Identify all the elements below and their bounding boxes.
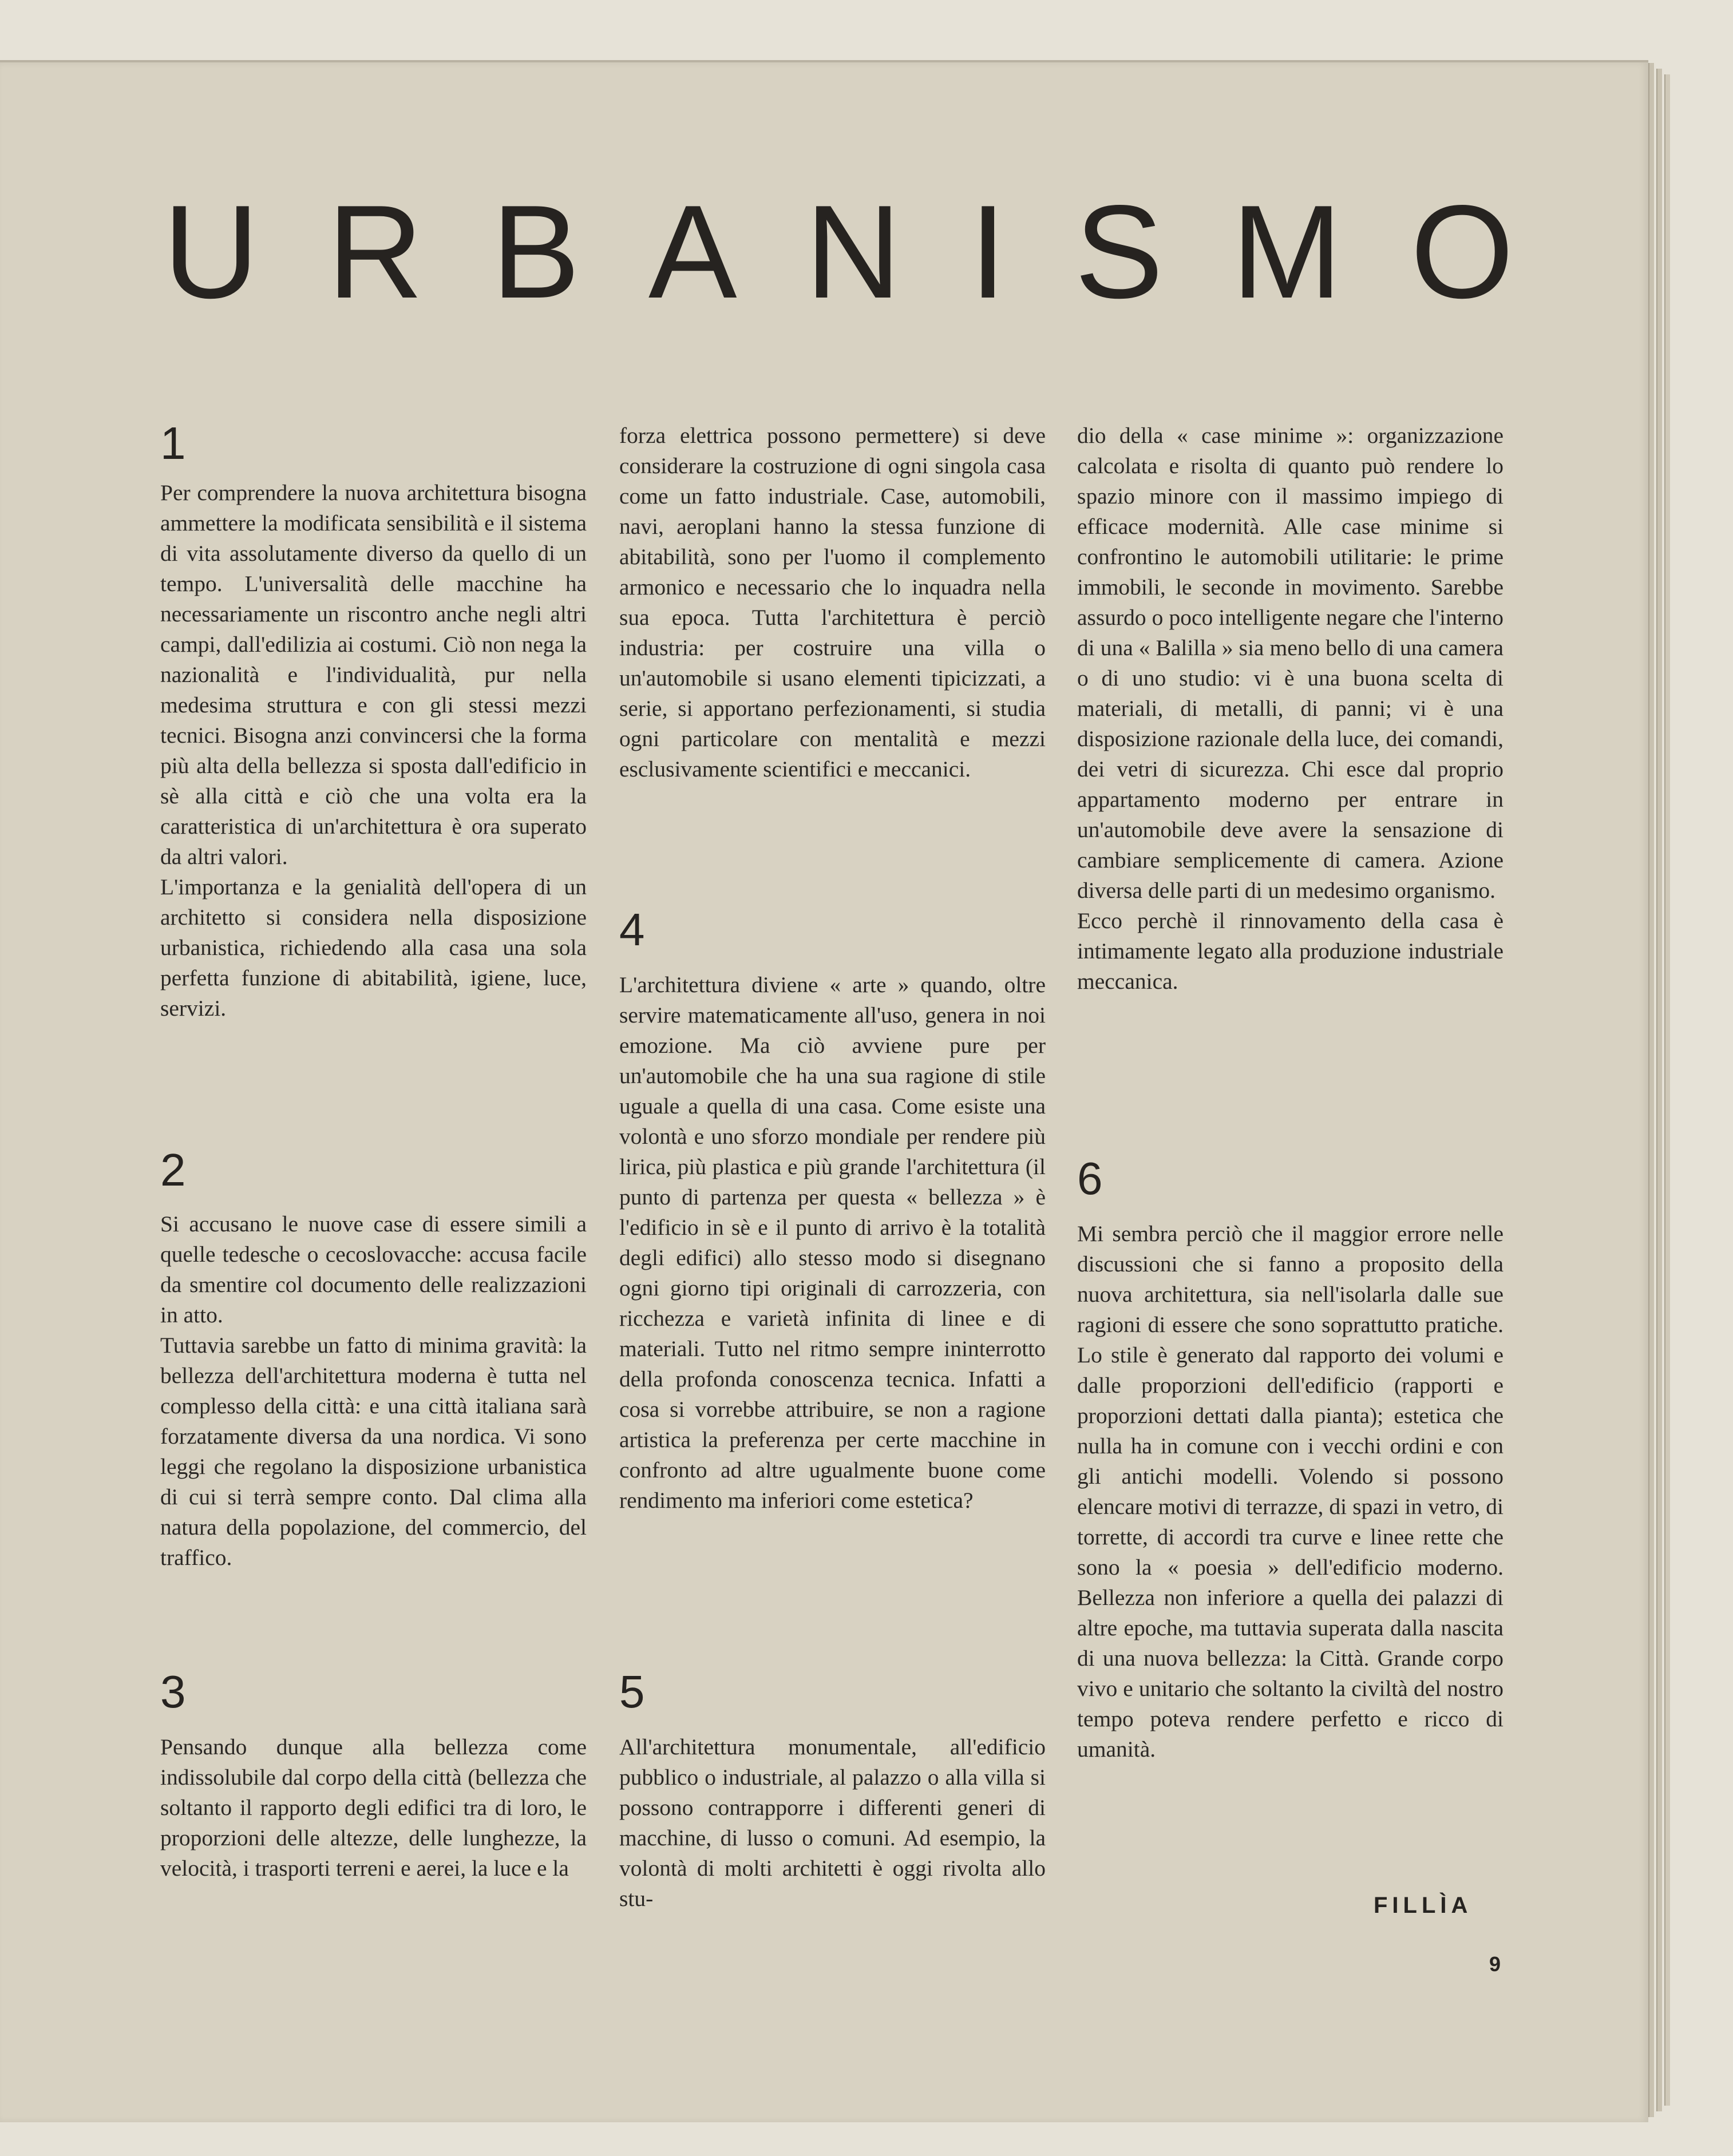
section-3-body bbox=[160, 1732, 587, 1884]
page-edge bbox=[1656, 69, 1662, 2111]
paragraph: dio della « case minime »: organizzazione calcolata e risolta di quanto può rendere lo spazio minore con il massimo impiego di efficace modernità. Alle case minime si confrontino le automobili utilitarie: le prime immobili, le seconde in movimento. Sarebbe assurdo o poco intelligente negare che l'interno di una « Balilla » sia meno bello di una camera o di uno studio: vi è una buona scelta di materiali, di metalli, di panni; vi è una disposizione razionale della luce, dei comandi, dei vetri di sicurezza. Chi esce dal proprio appartamento moderno per entrare in un'automobile deve avere la sensazione di cambiare semplicemente di camera. Azione diversa delle parti di un medesimo organismo. bbox=[1077, 423, 1503, 903]
title-letter: O bbox=[1410, 178, 1514, 326]
paragraph: Pensando dunque alla bellezza come indissolubile dal corpo della città (bellezza che soltanto il rapporto degli edifici tra di loro, le proporzioni delle altezze, delle lunghezze, la velocità, i trasporti terreni e aerei, la luce e la bbox=[160, 1734, 587, 1881]
paragraph: Ecco perchè il rinnovamento della casa è intimamente legato alla produzione industriale meccanica. bbox=[1077, 908, 1503, 994]
title-letter: U bbox=[163, 178, 259, 326]
section-3-continued bbox=[619, 421, 1046, 784]
section-number: 3 bbox=[160, 1666, 186, 1717]
title-letter: I bbox=[969, 178, 1007, 326]
author-signature: FILLÌA bbox=[1374, 1893, 1473, 1918]
section-number: 1 bbox=[160, 418, 186, 469]
paragraph: Si accusano le nuove case di essere simili a quelle tedesche o cecoslovacche: accusa facile da smentire col documento delle realizzazioni in atto. bbox=[160, 1211, 587, 1327]
title-letter: R bbox=[327, 178, 424, 326]
paragraph: Mi sembra perciò che il maggior errore nelle discussioni che si fanno a proposito della nuova architettura, sia nell'isolarla dalle sue ragioni di essere che sono soprattutto pratiche. Lo stile è generato dal rapporto dei volumi e dalle proporzioni dell'edificio (rapporti e proporzioni dettati dalla pianta); estetica che nulla ha in comune con i vecchi ordini e con gli antichi modelli. Volendo si possono elencare motivi di terrazze, di spazi in vetro, di torrette, di accordi tra curve e linee rette che sono la « poesia » dell'edificio moderno. Bellezza non inferiore a quella dei palazzi di altre epoche, ma tuttavia superata dalla nascita di una nuova bellezza: la Città. Grande corpo vivo e unitario che soltanto la civiltà del nostro tempo poteva rendere perfetto e ricco di umanità. bbox=[1077, 1221, 1503, 1762]
page-edge bbox=[1664, 74, 1670, 2106]
section-1-body bbox=[160, 478, 587, 1024]
title-letter: M bbox=[1231, 178, 1343, 326]
section-2-body bbox=[160, 1209, 587, 1573]
section-number: 2 bbox=[160, 1144, 186, 1195]
paragraph: All'architettura monumentale, all'edificio pubblico o industriale, al palazzo o alla villa si possono contrapporre i differenti generi di macchine, di lusso o comuni. Ad esempio, la volontà di molti architetti è oggi rivolta allo stu- bbox=[619, 1734, 1046, 1911]
page-title bbox=[163, 178, 1514, 326]
paragraph: Tuttavia sarebbe un fatto di minima gravità: la bellezza dell'architettura moderna è tutta nel complesso della città: e una città italiana sarà forzatamente diversa da una nordica. Vi sono leggi che regolano la disposizione urbanistica di cui si terrà sempre conto. Dal clima alla natura della popolazione, del commercio, del traffico. bbox=[160, 1333, 587, 1570]
section-6-body bbox=[1077, 1219, 1503, 1765]
paragraph: forza elettrica possono permettere) si deve considerare la costruzione di ogni singola casa come un fatto industriale. Case, automobili, navi, aeroplani hanno la stessa funzione di abitabilità, sono per l'uomo il complemento armonico e necessario che lo inquadra nella sua epoca. Tutta l'architettura è perciò industria: per costruire una villa o un'automobile si usano elementi tipicizzati, a serie, si apportano perfezionamenti, si studia ogni particolare con mentalità e mezzi esclusivamente scientifici e meccanici. bbox=[619, 423, 1046, 782]
section-4-body bbox=[619, 970, 1046, 1516]
page-number: 9 bbox=[1489, 1952, 1501, 1976]
section-number: 5 bbox=[619, 1666, 645, 1717]
paragraph: L'architettura diviene « arte » quando, oltre servire matematicamente all'uso, genera in noi emozione. Ma ciò avviene pure per un'automobile che ha una sua ragione di stile uguale a quella di una casa. Come esiste una volontà e uno sforzo mondiale per rendere più lirica, più plastica e più grande l'architettura (il punto di partenza per questa « bellezza » è l'edificio in sè e il punto di arrivo è la totalità degli edifici) allo stesso modo si disegnano ogni giorno tipi originali di carrozzeria, con ricchezza e varietà infinita di linee e di materiali. Tutto nel ritmo sempre ininterrotto della profonda conoscenza tecnica. Infatti a cosa si vorrebbe attribuire, se non a ragione artistica la preferenza per certe macchine in confronto ad altre ugualmente buone come rendimento ma inferiori come estetica? bbox=[619, 972, 1046, 1513]
section-5-body bbox=[619, 1732, 1046, 1914]
title-letter: N bbox=[805, 178, 901, 326]
paragraph: Per comprendere la nuova architettura bisogna ammettere la modificata sensibilità e il sistema di vita assolutamente diverso da quello di un tempo. L'universalità delle macchine ha necessariamente un riscontro anche negli altri campi, dall'edilizia ai costumi. Ciò non nega la nazionalità e l'individualità, pur nella medesima struttura e con gli stessi mezzi tecnici. Bisogna anzi convincersi che la forma più alta della bellezza si sposta dall'edificio in sè alla città e ciò che una volta era la caratteristica di un'architettura è ora superato da altri valori. bbox=[160, 480, 587, 869]
title-letter: B bbox=[491, 178, 580, 326]
section-number: 4 bbox=[619, 904, 645, 955]
title-letter: S bbox=[1074, 178, 1164, 326]
title-letter: A bbox=[648, 178, 737, 326]
paragraph: L'importanza e la genialità dell'opera di un architetto si considera nella disposizione urbanistica, richiedendo alla casa una sola perfetta funzione di abitabilità, igiene, luce, servizi. bbox=[160, 874, 587, 1021]
page-edge bbox=[1648, 63, 1654, 2117]
section-5-continued bbox=[1077, 421, 1503, 997]
section-number: 6 bbox=[1077, 1153, 1103, 1204]
